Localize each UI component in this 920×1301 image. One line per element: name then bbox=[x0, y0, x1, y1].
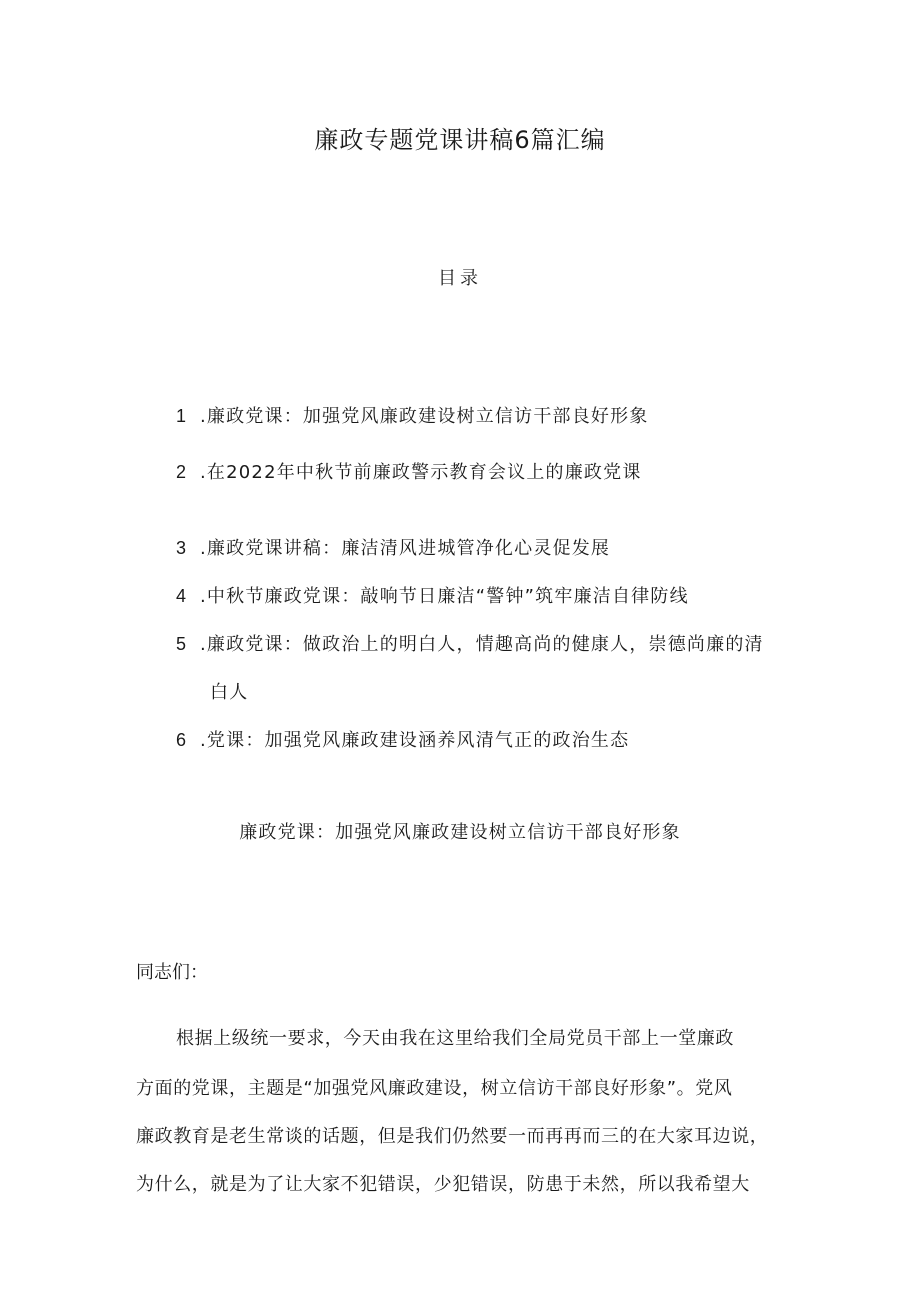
paragraph-line: 方面的党课，主题是“加强党风廉政建设，树立信访干部良好形象”。党风 bbox=[136, 1078, 733, 1099]
toc-heading: 目录 bbox=[438, 268, 482, 289]
toc-item-4 bbox=[176, 582, 689, 608]
toc-item-5-continuation: 白人 bbox=[210, 682, 249, 703]
toc-number: 3 bbox=[176, 538, 188, 558]
toc-item-1 bbox=[176, 402, 649, 428]
toc-text: .中秋节廉政党课：敲响节日廉洁“警钟”筑牢廉洁自律防线 bbox=[200, 586, 689, 607]
toc-text: .廉政党课：做政治上的明白人，情趣高尚的健康人，崇德尚廉的清 bbox=[200, 634, 764, 655]
toc-text: .廉政党课讲稿：廉洁清风进城管净化心灵促发展 bbox=[200, 538, 611, 559]
paragraph-line: 为什么，就是为了让大家不犯错误，少犯错误，防患于未然，所以我希望大 bbox=[136, 1174, 750, 1195]
toc-number: 6 bbox=[176, 730, 188, 750]
toc-item-5 bbox=[176, 630, 764, 656]
toc-number: 5 bbox=[176, 634, 188, 654]
toc-item-6 bbox=[176, 726, 629, 752]
toc-item-2 bbox=[176, 458, 642, 484]
toc-text: .党课：加强党风廉政建设涵养风清气正的政治生态 bbox=[200, 730, 630, 751]
toc-text: .在2022年中秋节前廉政警示教育会议上的廉政党课 bbox=[200, 462, 642, 483]
toc-number: 2 bbox=[176, 462, 188, 482]
section-title: 廉政党课：加强党风廉政建设树立信访干部良好形象 bbox=[239, 822, 681, 843]
toc-number: 4 bbox=[176, 586, 188, 606]
toc-text: .廉政党课：加强党风廉政建设树立信访干部良好形象 bbox=[200, 406, 649, 427]
paragraph-line: 廉政教育是老生常谈的话题，但是我们仍然要一而再再而三的在大家耳边说， bbox=[136, 1126, 769, 1147]
salutation: 同志们： bbox=[136, 962, 208, 983]
document-title: 廉政专题党课讲稿6篇汇编 bbox=[314, 126, 606, 154]
paragraph-line: 根据上级统一要求，今天由我在这里给我们全局党员干部上一堂廉政 bbox=[176, 1028, 734, 1049]
toc-item-3 bbox=[176, 534, 610, 560]
toc-number: 1 bbox=[176, 406, 188, 426]
